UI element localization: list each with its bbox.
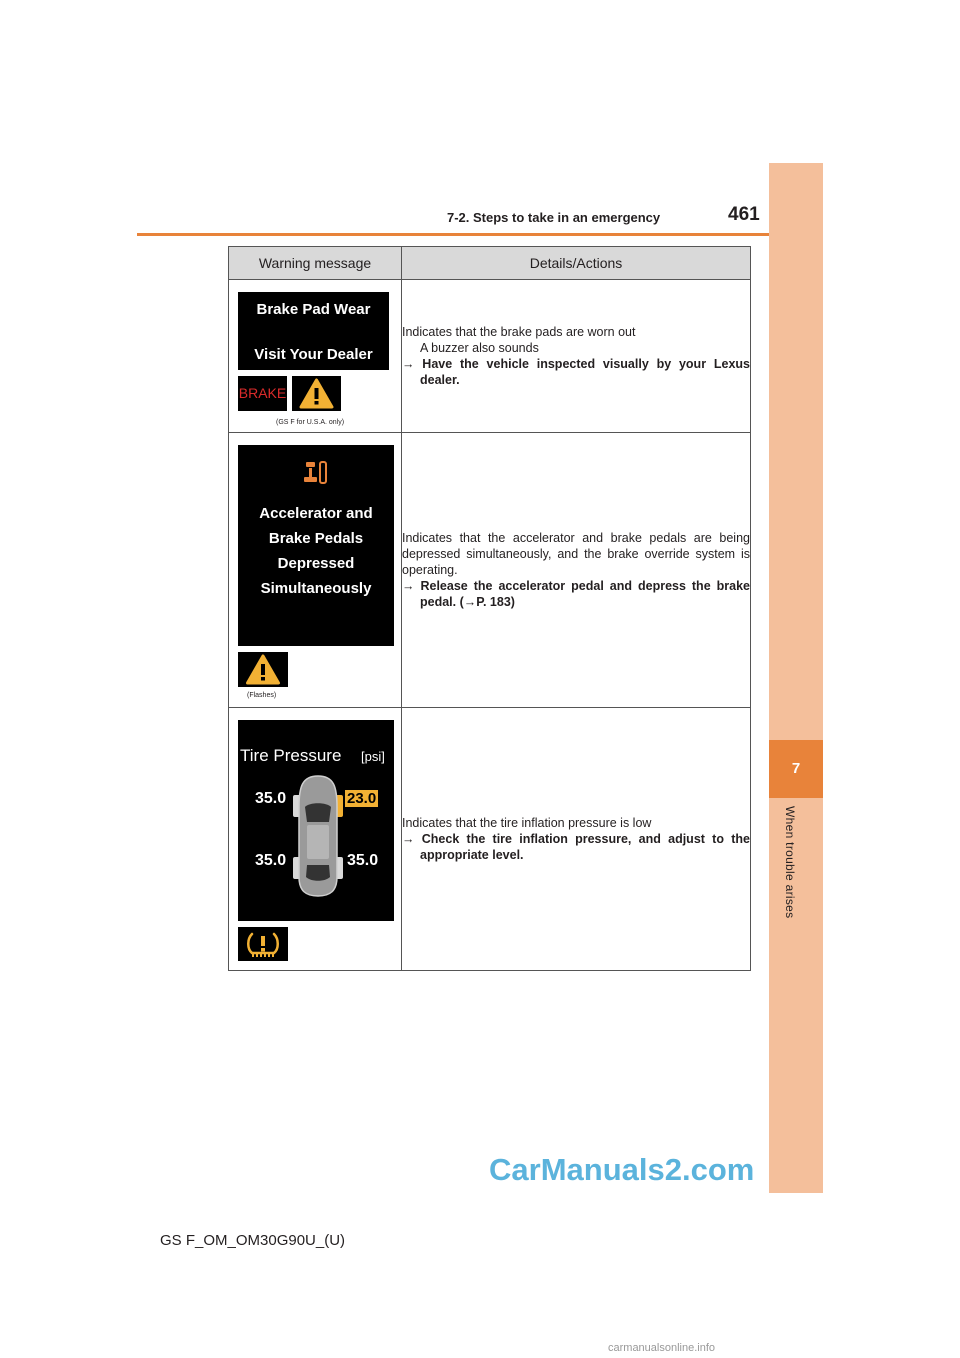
tire-pressure-title: Tire Pressure bbox=[240, 746, 342, 765]
chapter-number: 7 bbox=[769, 740, 823, 798]
brake-lamp-label: BRAKE bbox=[238, 385, 287, 401]
display-line: Simultaneously bbox=[260, 580, 372, 597]
warning-image-cell bbox=[229, 433, 402, 708]
action-text: → Check the tire inflation pressure, and adjust to the appropriate level. bbox=[402, 832, 750, 862]
warning-image-cell bbox=[229, 280, 402, 433]
header-rule bbox=[137, 233, 823, 236]
rear-right-pressure: 35.0 bbox=[347, 852, 379, 869]
rear-left-pressure: 35.0 bbox=[255, 852, 287, 869]
table-row-brake-pad bbox=[229, 280, 751, 433]
details-cell bbox=[402, 280, 751, 433]
col-header-details: Details/Actions bbox=[402, 247, 751, 280]
image-caption: (Flashes) bbox=[247, 692, 277, 699]
table-row-brake-override bbox=[229, 433, 751, 708]
action-text: → Have the vehicle inspected visually by your Lexus dealer. bbox=[402, 357, 750, 387]
display-line: Depressed bbox=[277, 555, 355, 572]
display-line: Visit Your Dealer bbox=[254, 346, 373, 363]
brake-warning-lamp bbox=[238, 376, 287, 411]
chapter-title: When trouble arises bbox=[783, 806, 797, 919]
tire-pressure-display bbox=[238, 720, 394, 921]
details-cell bbox=[402, 433, 751, 708]
details-cell bbox=[402, 708, 751, 971]
page-number: 461 bbox=[728, 204, 760, 225]
display-line: Brake Pad Wear bbox=[256, 301, 371, 318]
col-header-warning: Warning message bbox=[229, 247, 402, 280]
tire-pressure-warning-lamp bbox=[238, 927, 288, 961]
description-text: Indicates that the brake pads are worn out bbox=[402, 325, 636, 339]
document-code: GS F_OM_OM30G90U_(U) bbox=[160, 1232, 346, 1249]
note-text: A buzzer also sounds bbox=[420, 341, 539, 355]
front-left-pressure: 35.0 bbox=[255, 790, 287, 807]
car-top-view-icon bbox=[292, 773, 344, 899]
pressure-unit: [psi] bbox=[361, 749, 385, 764]
watermark: CarManuals2.com bbox=[489, 1152, 755, 1187]
description-text: Indicates that the tire inflation pressure is low bbox=[402, 816, 652, 830]
watermark-sub: carmanualsonline.info bbox=[608, 1342, 716, 1354]
pedal-icon bbox=[301, 459, 331, 487]
brake-override-display bbox=[238, 445, 394, 646]
warning-message-table bbox=[228, 246, 751, 971]
image-caption: (GS F for U.S.A. only) bbox=[276, 419, 345, 426]
master-warning-lamp bbox=[292, 376, 341, 411]
brake-pad-display bbox=[238, 292, 389, 370]
display-line: Accelerator and bbox=[259, 505, 373, 522]
warning-triangle-icon bbox=[292, 376, 341, 411]
warning-image-cell bbox=[229, 708, 402, 971]
description-text: Indicates that the accelerator and brake pedals are being depressed simultaneously, and the brake override system is operating. bbox=[402, 531, 750, 577]
front-right-pressure: 23.0 bbox=[347, 790, 377, 807]
table-row-tire-pressure bbox=[229, 708, 751, 971]
tire-pressure-icon bbox=[238, 927, 288, 961]
warning-triangle-icon bbox=[238, 652, 288, 687]
section-title: 7-2. Steps to take in an emergency bbox=[447, 210, 661, 225]
chapter-side-tab bbox=[769, 163, 823, 1193]
action-text: → Release the accelerator pedal and depress the brake pedal. (→P. 183) bbox=[402, 579, 750, 609]
display-line: Brake Pedals bbox=[268, 530, 364, 547]
master-warning-lamp bbox=[238, 652, 288, 687]
table-header-row bbox=[229, 247, 751, 280]
